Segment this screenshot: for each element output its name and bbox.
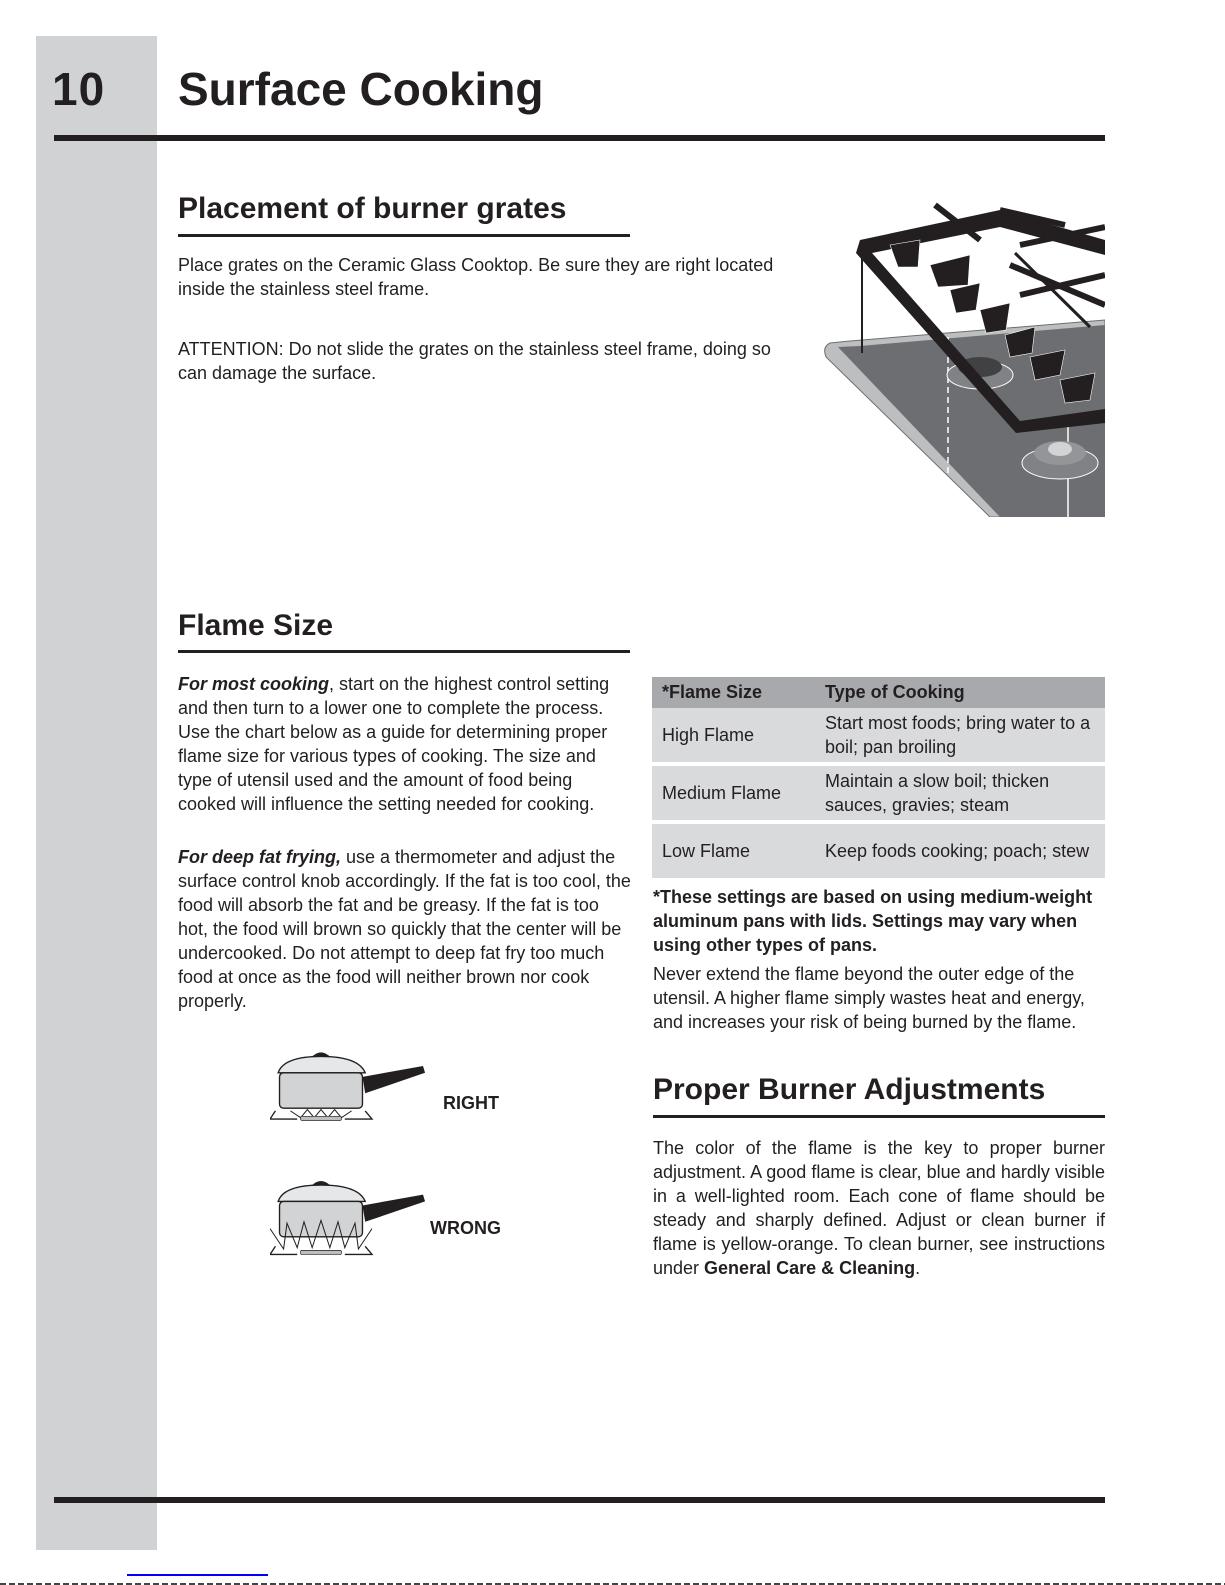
page-side-bar: [36, 36, 157, 1550]
table-cell-flame: Medium Flame: [652, 766, 815, 820]
footer-link-underline[interactable]: [127, 1574, 268, 1576]
most-cooking-lead: For most cooking: [178, 674, 330, 694]
right-label: RIGHT: [443, 1093, 499, 1113]
table-row: [652, 766, 1105, 820]
flame-settings-note-text: *These settings are based on using medium-weight aluminum pans with lids. Settings may vary when using other types of pans.: [653, 887, 1093, 955]
flame-size-paragraph-1: [178, 672, 633, 816]
page-title: Surface Cooking: [178, 63, 544, 115]
period: .: [915, 1258, 921, 1278]
burner-adjustments-paragraph: [653, 1136, 1105, 1280]
pot-wrong-flame-illustration: [270, 1155, 440, 1275]
table-cell-flame: High Flame: [652, 708, 815, 762]
flame-warning-paragraph: [653, 962, 1108, 1034]
deep-fat-frying-text: use a thermometer and adjust the surface control knob accordingly. If the fat is too cool, the food will absorb the fat and be greasy. If the fat is too hot, the food will brown so quickly that the center will be undercooked. Do not attempt to deep fat fry too much food at once as the food will neither brown nor cook properly.: [178, 847, 631, 1011]
general-care-cleaning-reference: General Care & Cleaning: [704, 1258, 916, 1278]
table-row: [652, 824, 1105, 878]
table-cell-cooking: Keep foods cooking; poach; stew: [815, 824, 1105, 878]
burner-adjustments-heading: Proper Burner Adjustments: [653, 1073, 1046, 1106]
pot-right-flame-illustration: [270, 1028, 440, 1138]
wrong-label: WRONG: [430, 1218, 501, 1238]
flame-size-heading-rule: [178, 650, 630, 653]
burner-adjustments-heading-rule: [653, 1115, 1105, 1118]
table-cell-cooking: Start most foods; bring water to a boil; pan broiling: [815, 708, 1105, 762]
placement-paragraph-1: [178, 253, 778, 301]
deep-fat-frying-lead: For deep fat frying,: [178, 847, 342, 867]
flame-size-heading: Flame Size: [178, 609, 334, 642]
page-number: 10: [52, 63, 106, 115]
flame-settings-note: [653, 885, 1103, 957]
header-rule: [54, 135, 1105, 141]
footer-rule: [54, 1497, 1105, 1503]
placement-attention-text: ATTENTION: Do not slide the grates on the stainless steel frame, doing so can damage the surface.: [178, 339, 771, 383]
flame-size-table: [652, 677, 1105, 878]
table-header-type-of-cooking: Type of Cooking: [815, 677, 1105, 708]
table-header-row: [652, 677, 1105, 708]
table-cell-flame: Low Flame: [652, 824, 815, 878]
table-cell-cooking: Maintain a slow boil; thicken sauces, gravies; steam: [815, 766, 1105, 820]
flame-warning-text: Never extend the flame beyond the outer edge of the utensil. A higher flame simply wastes heat and energy, and increases your risk of being burned by the flame.: [653, 964, 1085, 1032]
burner-grates-illustration: [820, 195, 1105, 517]
burner-adjustments-text: The color of the flame is the key to proper burner adjustment. A good flame is clear, blue and hardly visible in a well-lighted room. Each cone of flame should be steady and sharply defined. Adjust or clean burner if flame is yellow-orange. To clean burner, see instructions under: [653, 1138, 1105, 1278]
placement-heading-rule: [178, 234, 630, 237]
table-header-flame-size: *Flame Size: [652, 677, 815, 708]
placement-paragraph-2: [178, 337, 778, 385]
flame-size-paragraph-2: [178, 845, 633, 1013]
table-row: [652, 708, 1105, 762]
placement-text-1: Place grates on the Ceramic Glass Cooktop. Be sure they are right located inside the stainless steel frame.: [178, 255, 774, 299]
placement-heading: Placement of burner grates: [178, 192, 567, 225]
most-cooking-text: , start on the highest control setting and then turn to a lower one to complete the process. Use the chart below as a guide for determining proper flame size for various types of cooking. The size and type of utensil used and the amount of food being cooked will influence the setting needed for cooking.: [178, 674, 610, 814]
